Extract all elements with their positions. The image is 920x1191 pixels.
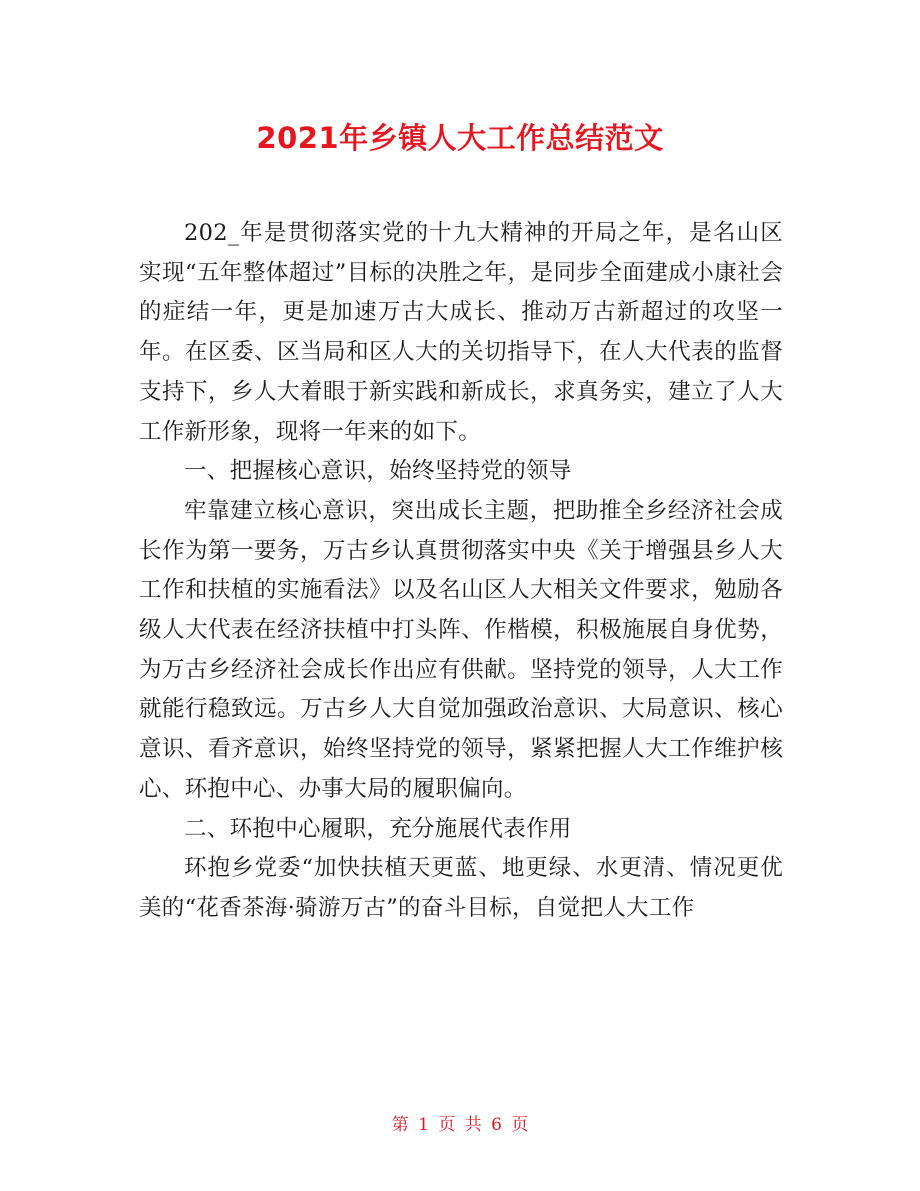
document-title: 2021年乡镇人大工作总结范文 bbox=[256, 121, 664, 155]
section-heading-1: 一、把握核心意识，始终坚持党的领导 bbox=[184, 458, 572, 485]
paragraph-section-1: 牢靠建立核心意识，突出成长主题，把助推全乡经济社会成长作为第一要务，万古乡认真贯彻落实中央《关于增强县乡人大工作和扶植的实施看法》以及名山区人大相关文件要求，勉励各级人大代表在经济扶植中打头阵、作楷模，积极施展自身优势，为万古乡经济社会成长作出应有供献。坚持党的领导，人大工作就能行稳致远。万古乡人大自觉加强政治意识、大局意识、核心意识、看齐意识，始终坚持党的领导，紧紧把握人大工作维护核心、环抱中心、办事大局的履职偏向。 bbox=[139, 497, 783, 802]
paragraph-intro: 202_年是贯彻落实党的十九大精神的开局之年，是名山区实现“五年整体超过”目标的决胜之年，是同步全面建成小康社会的症结一年，更是加速万古大成长、推动万古新超过的攻坚一年。在区委、区当局和区人大的关切指导下，在人大代表的监督支持下，乡人大着眼于新实践和新成长，求真务实，建立了人大工作新形象，现将一年来的如下。 bbox=[139, 220, 783, 445]
document-body bbox=[139, 214, 783, 929]
page-number-footer: 第 1 页 共 6 页 bbox=[391, 1115, 529, 1135]
section-heading-2: 二、环抱中心履职，充分施展代表作用 bbox=[184, 815, 572, 842]
paragraph-section-2: 环抱乡党委“加快扶植天更蓝、地更绿、水更清、情况更优美的“花香茶海·骑游万古”的奋斗目标，自觉把人大工作 bbox=[139, 855, 783, 921]
